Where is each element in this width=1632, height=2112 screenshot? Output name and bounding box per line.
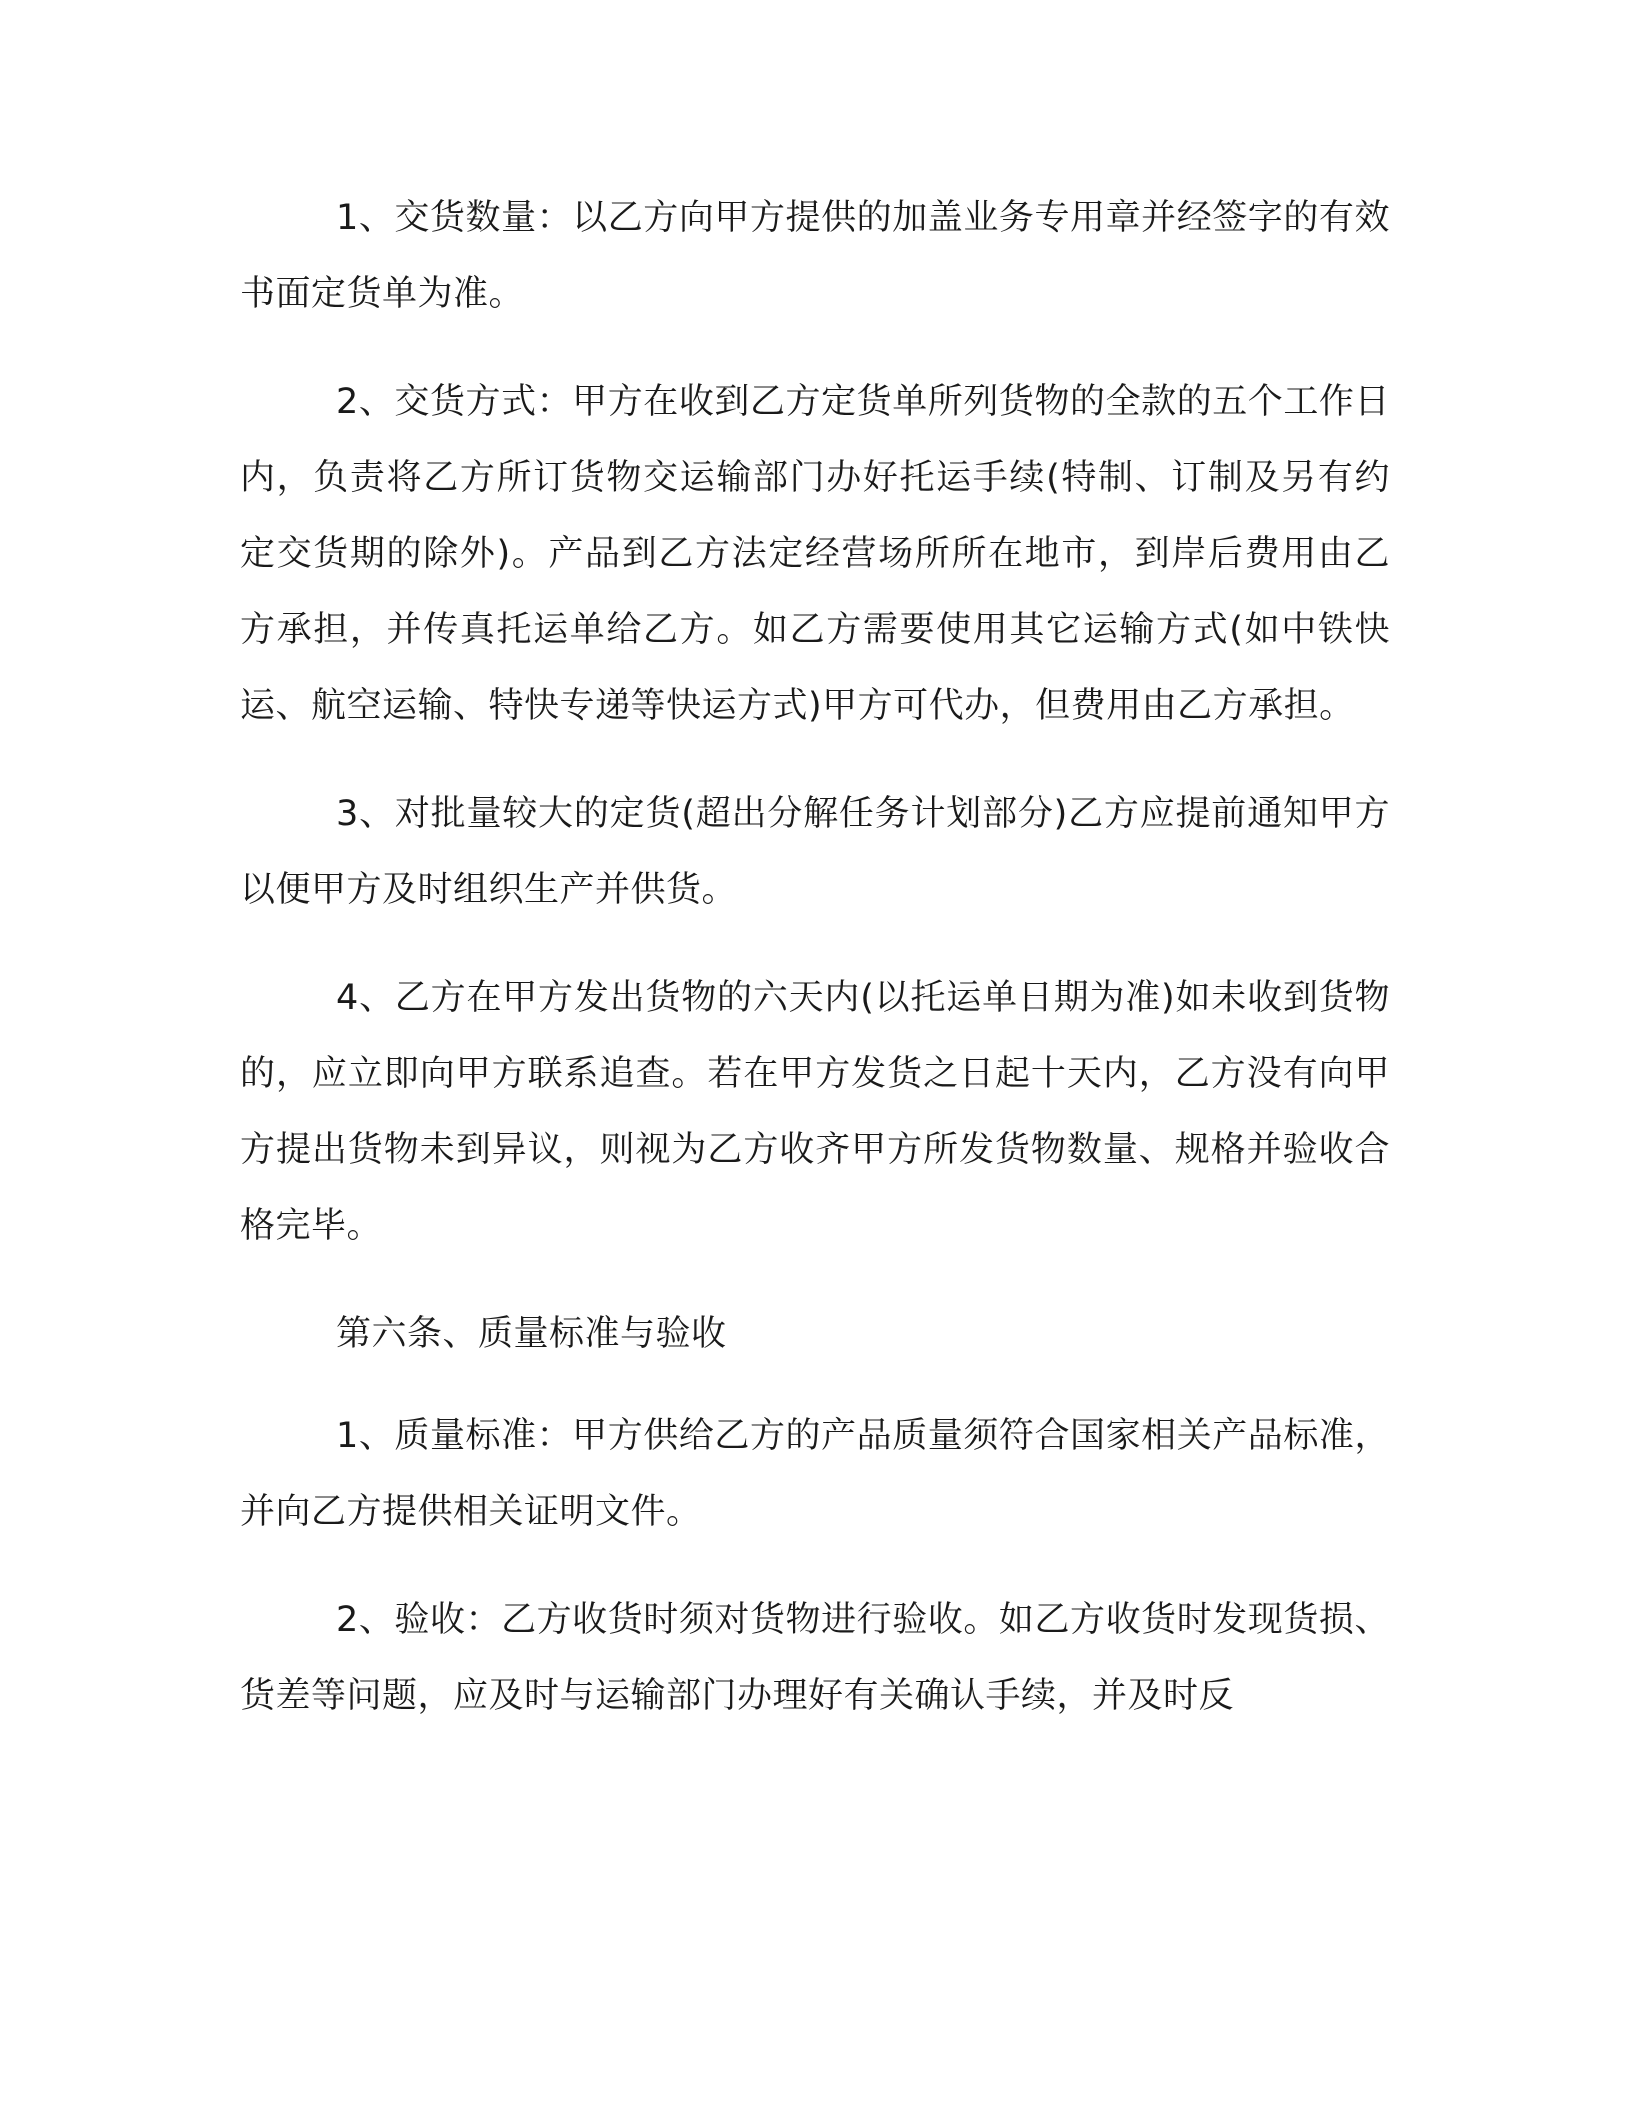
clause-bulk-order-notice: 3、对批量较大的定货(超出分解任务计划部分)乙方应提前通知甲方以便甲方及时组织生产并供货。 [240, 794, 1390, 910]
clause-acceptance: 2、验收：乙方收货时须对货物进行验收。如乙方收货时发现货损、货差等问题，应及时与运输部门办理好有关确认手续，并及时反 [240, 1600, 1390, 1716]
clause-delivery-quantity: 1、交货数量：以乙方向甲方提供的加盖业务专用章并经签字的有效书面定货单为准。 [240, 198, 1390, 314]
clause-delivery-method: 2、交货方式：甲方在收到乙方定货单所列货物的全款的五个工作日内，负责将乙方所订货物交运输部门办好托运手续(特制、订制及另有约定交货期的除外)。产品到乙方法定经营场所所在地市，到岸后费用由乙方承担，并传真托运单给乙方。如乙方需要使用其它运输方式(如中铁快运、航空运输、特快专递等快运方式)甲方可代办，但费用由乙方承担。 [240, 382, 1390, 726]
document-body [240, 180, 1390, 1766]
section-heading-quality: 第六条、质量标准与验收 [336, 1314, 727, 1354]
clause-receipt-deadline: 4、乙方在甲方发出货物的六天内(以托运单日期为准)如未收到货物的，应立即向甲方联系追查。若在甲方发货之日起十天内，乙方没有向甲方提出货物未到异议，则视为乙方收齐甲方所发货物数量、规格并验收合格完毕。 [240, 978, 1390, 1246]
clause-quality-standard: 1、质量标准：甲方供给乙方的产品质量须符合国家相关产品标准，并向乙方提供相关证明文件。 [240, 1416, 1390, 1532]
